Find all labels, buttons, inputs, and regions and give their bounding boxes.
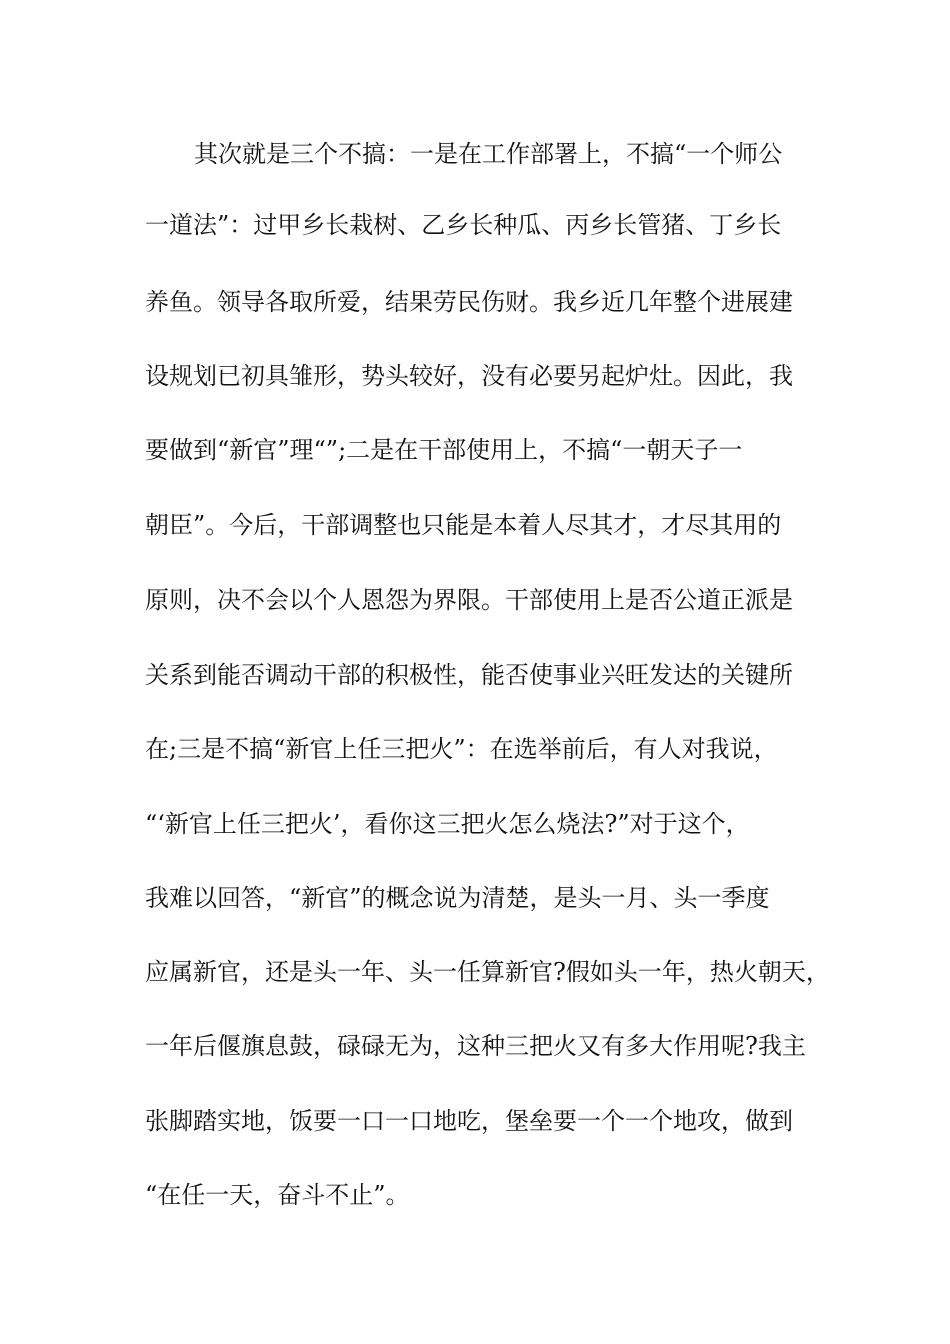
paragraph-line: 要做到“新官”理“”;二是在干部使用上，不搞“一朝天子一 [145,436,743,464]
paragraph-line: 原则，决不会以个人恩怨为界限。干部使用上是否公道正派是 [145,586,793,614]
paragraph-line: 一年后偃旗息鼓，碌碌无为，这种三把火又有多大作用呢?我主 [145,1032,806,1060]
paragraph-line: 一道法”：过甲乡长栽树、乙乡长种瓜、丙乡长管猪、丁乡长 [145,211,782,239]
paragraph-line: “在任一天，奋斗不止”。 [145,1181,410,1209]
paragraph-line: 应属新官，还是头一年、头一任算新官?假如头一年，热火朝天， [145,958,830,986]
paragraph-line: 关系到能否调动干部的积极性，能否使事业兴旺发达的关键所 [145,661,793,689]
paragraph-line: 设规划已初具雏形，势头较好，没有必要另起炉灶。因此，我 [145,362,793,390]
paragraph-line: 张脚踏实地，饭要一口一口地吃，堡垒要一个一个地攻，做到 [145,1107,793,1135]
paragraph-line: 我难以回答，“新官”的概念说为清楚，是头一月、头一季度 [145,884,770,912]
paragraph-line: 在;三是不搞“新官上任三把火”：在选举前后，有人对我说， [145,735,778,763]
paragraph-line: 养鱼。领导各取所爱，结果劳民伤财。我乡近几年整个进展建 [145,288,793,316]
paragraph-line: 其次就是三个不搞：一是在工作部署上，不搞“一个师公 [194,140,783,168]
paragraph-line: “‘新官上任三把火’，看你这三把火怎么烧法?”对于这个， [145,810,750,838]
paragraph-line: 朝臣”。今后，干部调整也只能是本着人尽其才，才尽其用的 [145,511,782,539]
